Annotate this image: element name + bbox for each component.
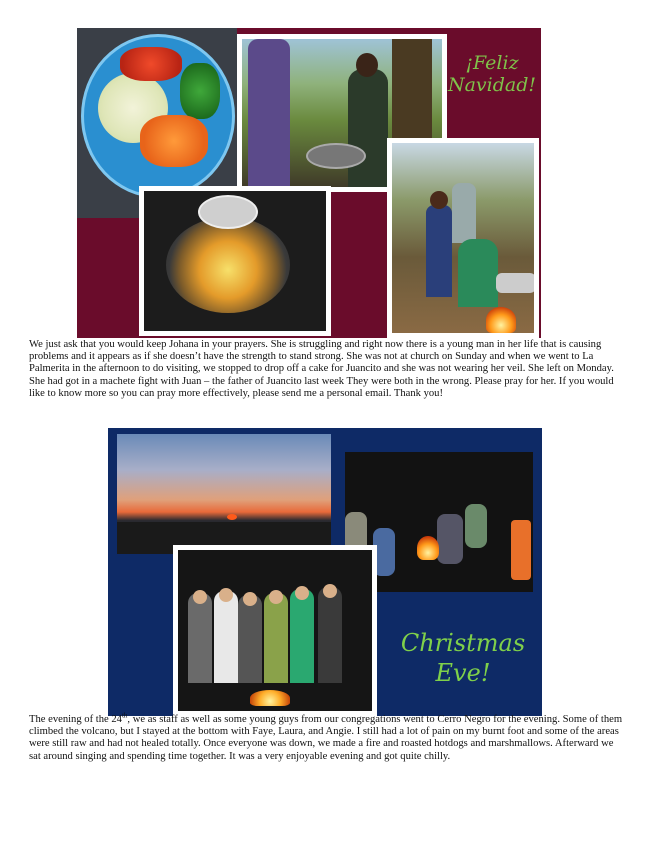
christmas-eve-caption: [388, 628, 538, 688]
paragraph2-start: The evening of the 24: [29, 714, 122, 725]
christmas-collage: [77, 28, 541, 338]
paragraph2-rest: , we as staff as well as some young guys from our congregations went to Cerro Negro for the evening. Some of them climbed the volcano, but I stayed at the bottom with Faye, Laura, and Angie. I still had a lot of pain on my burnt foot and some of the areas were still raw and had not healed totally. Once everyone was down, we made a fire and roasted hotdogs and marshmallows. Afterward we sat around singing and spending time together. It was a very enjoyable evening and got quite chilly.: [29, 714, 623, 762]
photo-group-portrait: [173, 545, 377, 716]
christmas-eve-collage: [108, 428, 542, 716]
photo-children-by-fire: [387, 138, 539, 338]
photo-sunset: [117, 434, 331, 554]
prayer-request-paragraph: We just ask that you would keep Johana in your prayers. She is struggling and right now there is a young man in her life that is causing problems and it appears as if she doesn’t have the strength to stand strong. She was not at church on Sunday and when we went to La Palmerita in the afternoon to do visiting, we stopped to drop off a cake for Juancito and she was not wearing her veil. She left on Monday. She had got in a machete fight with Juan – the father of Juancito last week They were both in the wrong. Please pray for her. If you would like to know more so you can pray more effectively, please send me a personal email. Thank you!: [29, 339, 614, 399]
caption-line-2: Eve!: [435, 659, 491, 687]
caption-line-1: Christmas: [400, 629, 526, 657]
christmas-eve-paragraph: [29, 711, 623, 763]
salad-bowl: [81, 34, 235, 198]
ordinal-suffix: th: [121, 711, 128, 720]
photo-frying-pan: [139, 186, 331, 336]
feliz-navidad-greeting: [447, 52, 537, 96]
greeting-line-1: ¡Feliz: [465, 52, 519, 74]
greeting-line-2: Navidad!: [447, 74, 537, 96]
